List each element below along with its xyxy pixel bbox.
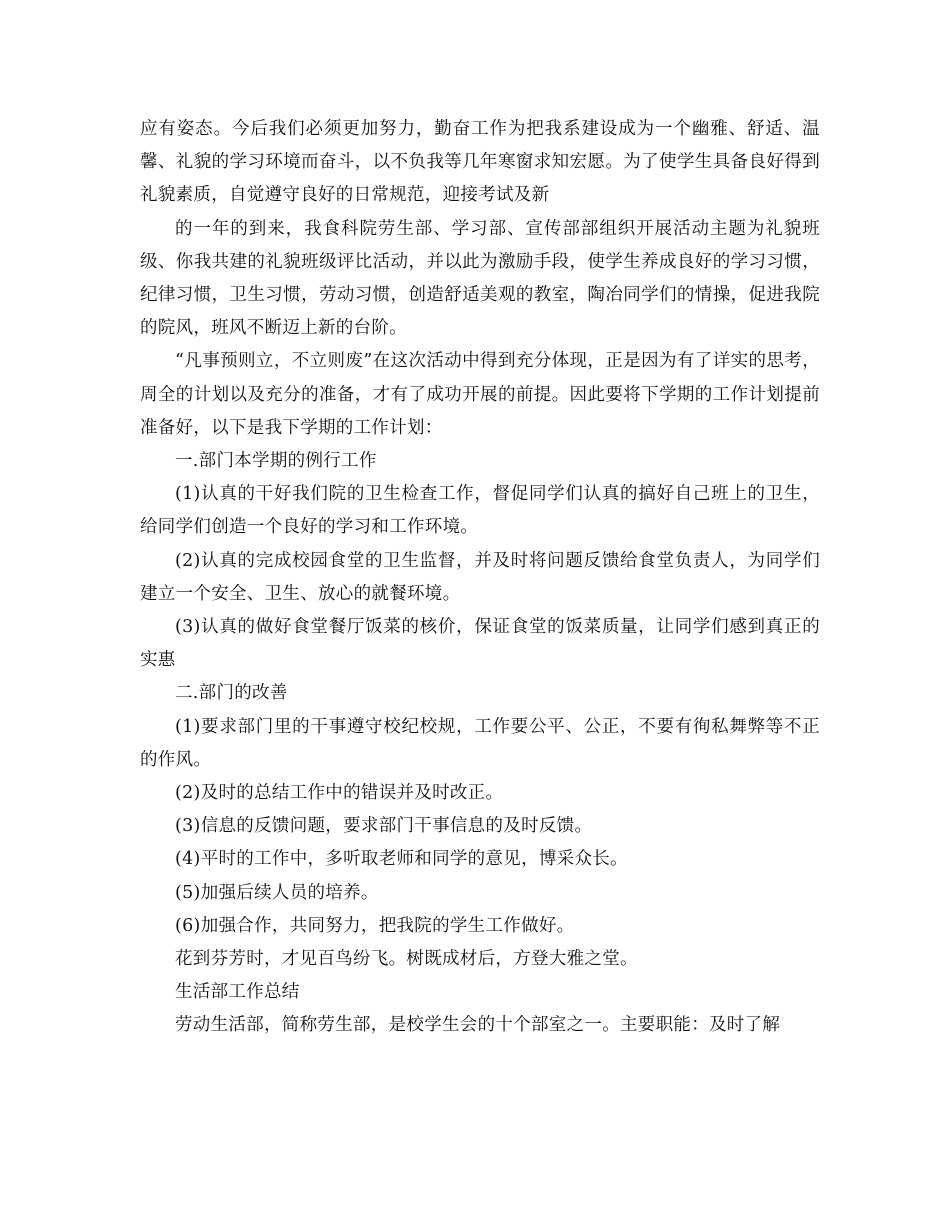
- list-item-1-3: (3)认真的做好食堂餐厅饭菜的核价，保证食堂的饭菜质量，让同学们感到真正的实惠: [140, 617, 820, 671]
- paragraph-3: “凡事预则立，不立则废”在这次活动中得到充分体现，正是因为有了详实的思考，周全的计划以及充分的准备，才有了成功开展的前提。因此要将下学期的工作计划提前准备好，以下是我下学期的工作计划：: [140, 351, 820, 438]
- list-item-1-1: (1)认真的干好我们院的卫生检查工作，督促同学们认真的搞好自己班上的卫生，给同学们创造一个良好的学习和工作环境。: [140, 484, 820, 538]
- paragraph-2: 的一年的到来，我食科院劳生部、学习部、宣传部部组织开展活动主题为礼貌班级、你我共建的礼貌班级评比活动，并以此为激励手段，使学生养成良好的学习习惯，纪律习惯，卫生习惯，劳动习惯，创造舒适美观的教室，陶冶同学们的情操，促进我院的院风，班风不断迈上新的台阶。: [140, 218, 820, 339]
- paragraph-final: 劳动生活部，简称劳生部，是校学生会的十个部室之一。主要职能：及时了解: [175, 1015, 781, 1036]
- list-item-1-2: (2)认真的完成校园食堂的卫生监督，并及时将问题反馈给食堂负责人，为同学们建立一个安全、卫生、放心的就餐环境。: [140, 550, 820, 604]
- section-title: 生活部工作总结: [175, 982, 300, 1003]
- paragraph-1: 应有姿态。今后我们必须更加努力，勤奋工作为把我系建设成为一个幽雅、舒适、温馨、礼貌的学习环境而奋斗，以不负我等几年寒窗求知宏愿。为了使学生具备良好得到礼貌素质，自觉遵守良好的日常规范，迎接考试及新: [140, 119, 820, 206]
- section-heading-2: 二.部门的改善: [175, 683, 288, 704]
- list-item-2-5: (5)加强后续人员的培养。: [175, 882, 379, 903]
- closing-line: 花到芬芳时，才见百鸟纷飞。树既成材后，方登大雅之堂。: [175, 949, 638, 970]
- list-item-2-2: (2)及时的总结工作中的错误并及时改正。: [175, 783, 504, 804]
- document-body: [140, 113, 820, 1043]
- list-item-2-3: (3)信息的反馈问题，要求部门干事信息的及时反馈。: [175, 816, 593, 837]
- list-item-2-4: (4)平时的工作中，多听取老师和同学的意见，博采众长。: [175, 849, 628, 870]
- section-heading-1: 一.部门本学期的例行工作: [175, 451, 377, 472]
- list-item-2-1: (1)要求部门里的干事遵守校纪校规，工作要公平、公正，不要有徇私舞弊等不正的作风。: [140, 716, 820, 770]
- list-item-2-6: (6)加强合作，共同努力，把我院的学生工作做好。: [175, 915, 575, 936]
